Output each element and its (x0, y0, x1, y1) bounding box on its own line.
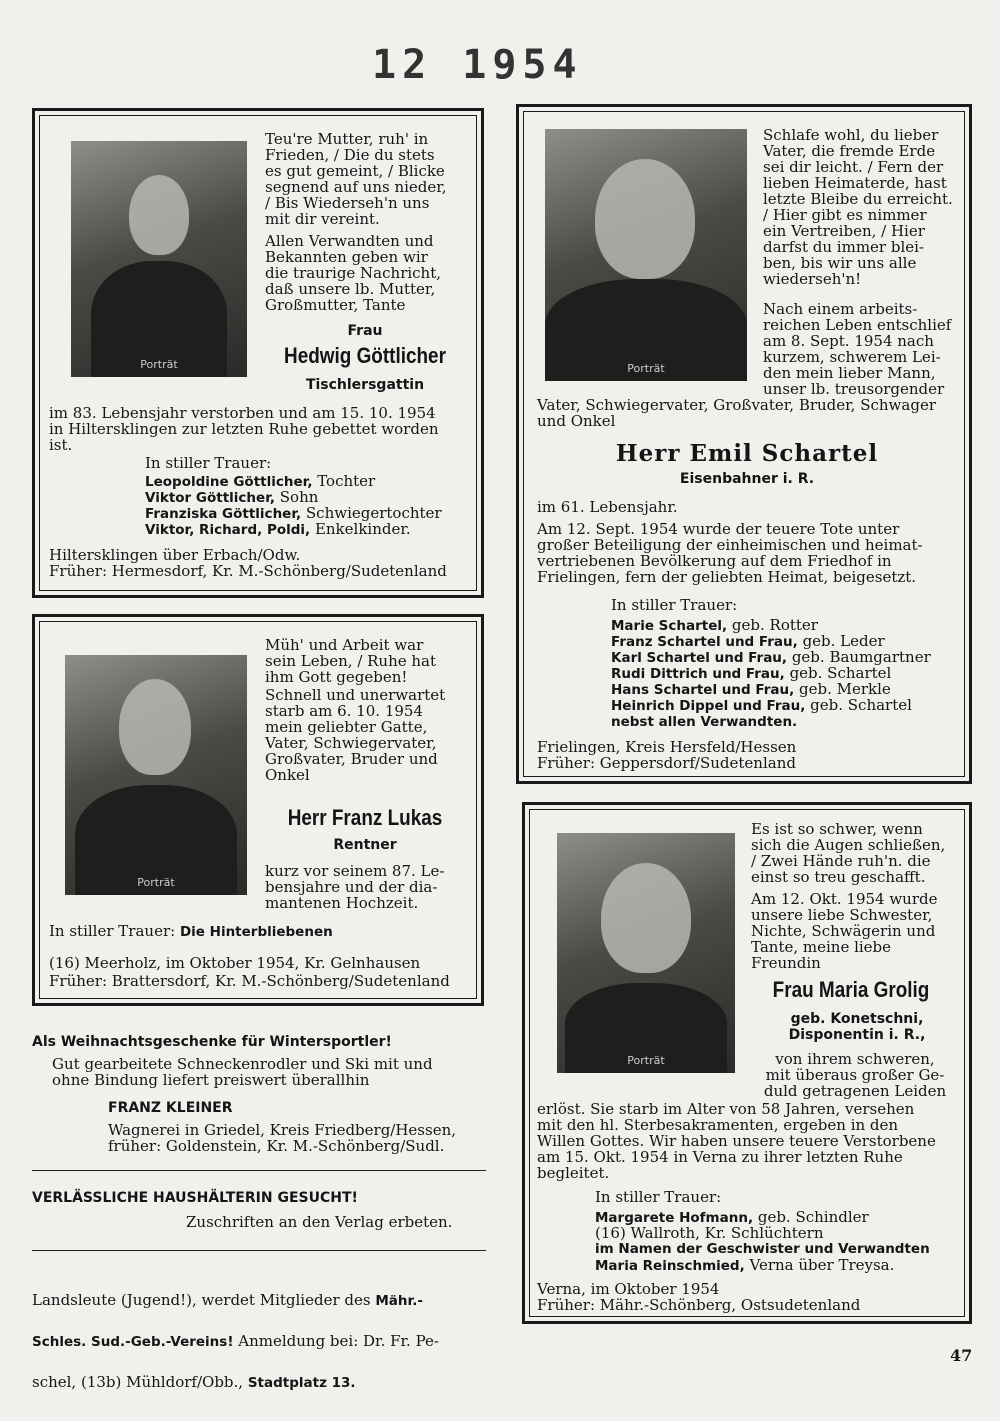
mourner-line: Margarete Hofmann, geb. Schindler (595, 1208, 869, 1226)
portrait-photo: Porträt (71, 141, 247, 377)
divider (32, 1250, 486, 1251)
mourning-line: In stiller Trauer: Die Hinterbliebenen (49, 922, 333, 940)
mourner-line: Leopoldine Göttlicher, Tochter (145, 472, 376, 490)
obituary-lukas (32, 614, 484, 1006)
handwritten-date: 12 1954 (372, 42, 583, 88)
occupation: Eisenbahner i. R. (679, 471, 815, 487)
deceased-name: Frau Maria Grolig (772, 977, 930, 1002)
announcement-intro: Am 12. Okt. 1954 wurde unsere liebe Schwester, Nichte, Schwägerin und Tante, meine liebe Freundin (751, 890, 938, 972)
deceased-name: Herr Franz Lukas (287, 805, 443, 830)
mourner-line: Marie Schartel, geb. Rotter (611, 616, 818, 634)
mourner-line: Hans Schartel und Frau, geb. Merkle (611, 680, 891, 698)
burial-notice: Am 12. Sept. 1954 wurde der teuere Tote unter großer Beteiligung der einheimischen und heimat- vertriebenen Bevölkerung auf dem Friedhof in Frielingen, fern der geliebten Heimat, beigesetzt. (537, 520, 923, 586)
divider (32, 1170, 486, 1171)
death-notice: im 83. Lebensjahr verstorben und am 15. 10. 1954 in Hiltersklingen zur letzten Ruhe gebettet worden ist. (49, 404, 439, 454)
verse: Teu're Mutter, ruh' in Frieden, / Die du stets es gut gemeint, / Blicke segnend auf uns nieder, / Bis Wiederseh'n uns mit dir vereint. (265, 130, 447, 228)
page-number: 47 (950, 1346, 973, 1365)
announcement-intro-cont: Vater, Schwiegervater, Großvater, Bruder, Schwager und Onkel (537, 396, 936, 430)
announcement-intro: Schnell und unerwartet starb am 6. 10. 1954 mein geliebter Gatte, Vater, Schwiegervater, Großvater, Bruder und Onkel (265, 686, 446, 784)
mourner-address: (16) Wallroth, Kr. Schlüchtern (595, 1224, 824, 1242)
announcement-intro: Nach einem arbeits- reichen Leben entschlief am 8. Sept. 1954 nach kurzem, schwerem Lei- den mein lieber Mann, unser lb. treusorgender (763, 300, 952, 398)
deceased-name: Hedwig Göttlicher (284, 343, 446, 368)
ad-housekeeper-title: VERLÄSSLICHE HAUSHÄLTERIN GESUCHT! (32, 1190, 358, 1206)
former-residence: Früher: Mähr.-Schönberg, Ostsudetenland (537, 1296, 861, 1314)
mourner-line: Karl Schartel und Frau, geb. Baumgartner (611, 648, 931, 666)
verse: Schlafe wohl, du lieber Vater, die fremde Erde sei dir leicht. / Fern der lieben Heimaterde, hast letzte Bleibe du erreicht. / Hier gibt es nimmer ein Vertreiben, / Hier darfst du immer blei- ben, bis wir uns alle wiederseh'n! (763, 126, 953, 288)
occupation: Tischlersgattin (305, 377, 425, 393)
portrait-photo: Porträt (557, 833, 735, 1073)
title-frau: Frau (347, 323, 383, 339)
age: im 61. Lebensjahr. (537, 498, 678, 516)
portrait-photo: Porträt (65, 655, 247, 895)
mourner-line: Viktor, Richard, Poldi, Enkelkinder. (145, 520, 411, 538)
mourner-line: Viktor Göttlicher, Sohn (145, 488, 319, 506)
ad-winter-body: Gut gearbeitete Schneckenrodler und Ski mit und ohne Bindung liefert preiswert überallhin (52, 1055, 433, 1089)
mourning-label: In stiller Trauer: (145, 454, 272, 472)
former-residence: Früher: Brattersdorf, Kr. M.-Schönberg/Sudetenland (49, 972, 450, 990)
residence: Hiltersklingen über Erbach/Odw. (49, 546, 301, 564)
ad-winter-address: Wagnerei in Griedel, Kreis Friedberg/Hessen, früher: Goldenstein, Kr. M.-Schönberg/Sudl. (108, 1121, 457, 1155)
obituary-goettlicher (32, 108, 484, 598)
deceased-name: Herr Emil Schartel (615, 440, 879, 467)
ad-verein: Landsleute (Jugend!), werdet Mitglieder des Mähr.- Schles. Sud.-Geb.-Vereins! Anmeldung bei: Dr. Fr. Pe- schel, (13b) Mühldorf/Obb., Stadtplatz 13. (32, 1291, 439, 1391)
residence: Verna, im Oktober 1954 (537, 1280, 720, 1298)
mourner-line: nebst allen Verwandten. (611, 714, 798, 730)
mourner-line: Rudi Dittrich und Frau, geb. Schartel (611, 664, 892, 682)
death-notice-cont: erlöst. Sie starb im Alter von 58 Jahren, versehen mit den hl. Sterbesakramenten, ergeben in den Willen Gottes. Wir haben unsere teuere Verstorbene am 15. Okt. 1954 in Verna zu ihrer letzten Ruhe begleitet. (537, 1100, 936, 1182)
occupation: Rentner (333, 837, 397, 853)
mourner-line: im Namen der Geschwister und Verwandten (595, 1241, 930, 1257)
residence: Frielingen, Kreis Hersfeld/Hessen (537, 738, 797, 756)
death-notice: von ihrem schweren, mit überaus großer Ge- duld getragenen Leiden (763, 1050, 947, 1100)
ad-winter-title: Als Weihnachtsgeschenke für Wintersportler! (32, 1034, 392, 1050)
portrait-photo: Porträt (545, 129, 747, 381)
ad-housekeeper-body: Zuschriften an den Verlag erbeten. (186, 1213, 453, 1231)
mourner-line: Franziska Göttlicher, Schwiegertochter (145, 504, 442, 522)
occupation: geb. Konetschni, Disponentin i. R., (788, 1011, 926, 1043)
mourner-line: Heinrich Dippel und Frau, geb. Schartel (611, 696, 912, 714)
verse: Müh' und Arbeit war sein Leben, / Ruhe hat ihm Gott gegeben! (265, 636, 437, 686)
death-notice: kurz vor seinem 87. Le- bensjahre und der dia- mantenen Hochzeit. (265, 862, 445, 912)
mourner-line: Maria Reinschmied, Verna über Treysa. (595, 1256, 895, 1274)
obituary-grolig (522, 802, 972, 1324)
former-residence: Früher: Geppersdorf/Sudetenland (537, 754, 796, 772)
mourning-label: In stiller Trauer: (595, 1188, 722, 1206)
announcement-intro: Allen Verwandten und Bekannten geben wir die traurige Nachricht, daß unsere lb. Mutter, Großmutter, Tante (265, 232, 442, 314)
mourner-line: Franz Schartel und Frau, geb. Leder (611, 632, 885, 650)
residence: (16) Meerholz, im Oktober 1954, Kr. Gelnhausen (49, 954, 421, 972)
mourning-label: In stiller Trauer: (611, 596, 738, 614)
former-residence: Früher: Hermesdorf, Kr. M.-Schönberg/Sudetenland (49, 562, 447, 580)
verse: Es ist so schwer, wenn sich die Augen schließen, / Zwei Hände ruh'n. die einst so treu geschafft. (751, 820, 946, 886)
obituary-schartel (516, 104, 972, 784)
ad-winter-company: FRANZ KLEINER (108, 1100, 233, 1116)
